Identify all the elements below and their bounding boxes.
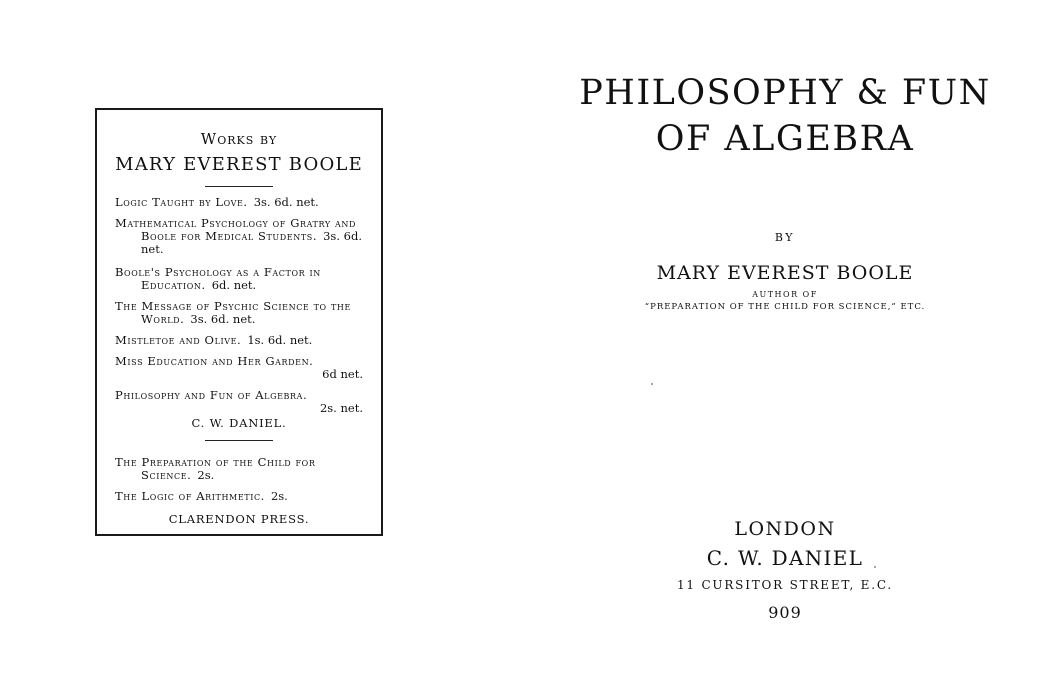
imprint-city: LONDON (734, 518, 836, 540)
imprint-publisher: C. W. DANIEL (706, 546, 864, 570)
works-author: MARY EVEREST BOOLE (115, 154, 363, 175)
works-heading: Works by (200, 130, 278, 148)
list-item: Boole's Psychology as a Factor in Education. 6d. net. (115, 265, 321, 292)
list-item: Mistletoe and Olive. 1s. 6d. net. (115, 333, 313, 347)
author-previous-work: “PREPARATION OF THE CHILD FOR SCIENCE,” ETC. (644, 302, 926, 312)
list-item: Logic Taught by Love. 3s. 6d. net. (115, 195, 319, 209)
print-speck (874, 566, 876, 568)
list-item: Mathematical Psychology of Gratry and Boole for Medical Students. 3s. 6d. net. (115, 216, 362, 256)
list-item: The Message of Psychic Science to the World. 3s. 6d. net. (115, 299, 351, 326)
book-title (560, 70, 1010, 162)
author-name: MARY EVEREST BOOLE (656, 262, 914, 284)
book-title-line-2: OF ALGEBRA (655, 119, 915, 159)
print-speck (651, 383, 653, 385)
divider-rule-bottom (205, 440, 273, 441)
imprint-year: 909 (768, 603, 802, 622)
divider-rule-top (205, 186, 273, 187)
list-item: The Logic of Arithmetic. 2s. (115, 489, 288, 503)
works-list-box (95, 108, 383, 536)
by-line: BY (774, 231, 796, 244)
list-item: The Preparation of the Child for Science. 2s. (115, 455, 316, 482)
imprint-address: 11 CURSITOR STREET, E.C. (676, 578, 894, 592)
author-of-label: AUTHOR OF (752, 290, 818, 299)
list-item: Miss Education and Her Garden. 6d net. (115, 354, 363, 381)
publisher-daniel: C. W. DANIEL. (191, 416, 287, 430)
publisher-clarendon: CLARENDON PRESS. (168, 512, 310, 526)
book-title-line-1: PHILOSOPHY & FUN (579, 73, 991, 113)
list-item: Philosophy and Fun of Algebra. 2s. net. (115, 388, 363, 415)
